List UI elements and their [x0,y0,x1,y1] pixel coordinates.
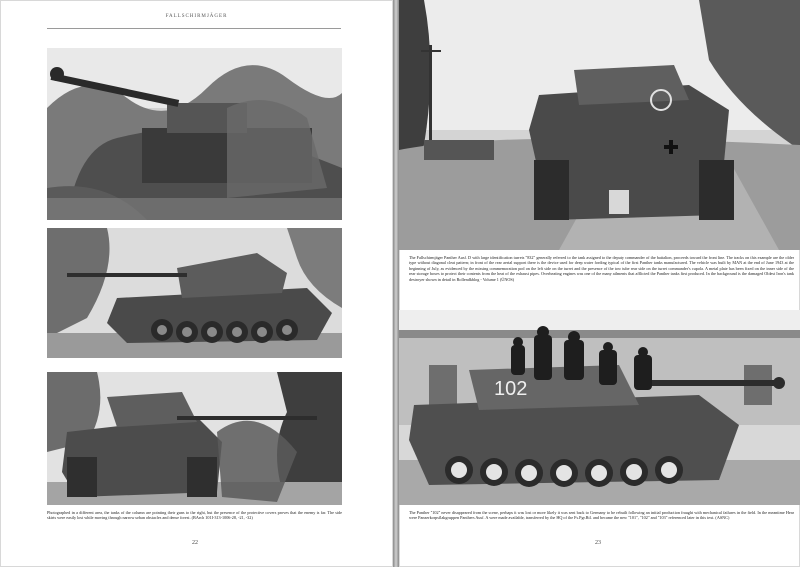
photo-right-bottom [399,310,800,505]
caption-right-bottom: The Panther "102" never disappeared from the scene, perhaps it was lost or more likely it was sent back to Germany to be rebuilt following an initial production fraught with mechanical failures in the field. In the meantime Hear were Panzerkorpsflakgruppen Panthers Ausf. A were made available, transferred by the HQ of the Fs.Pgr.Rtl. and became the new "101", "102" and "103" referenced later in this text. (ASNC) [409,510,794,521]
caption-right-top: The Fallschirmjäger Panther Ausf. D with large identification turrets "832" generally referred to the tank assigned to the deputy commander of the battalion, proceeds toward the front line. The tracks on this example are the older type without diagonal cleat pattern; in front of the rear aerial support there is the device used for deep water fording typical of the first Panther tanks manufactured. The vehicle was built by MAN at the end of June 1943 at the beginning of July, as evidenced by the missing commemoration pod on the left side on the turret and the presence of the tow tube rear side on the turret commander's cupola. A metal plate has been fixed on the inner side of the rear storage boxes to protect their contents from the heat of the exhaust pipes. Overheating engines was one of the many ailments that afflicted the Panther tanks first produced. In the background is the damaged Oldest Iron's tank destroyer shown in detail in Rollendkblog - Volume 1 (ÜNOS) [409,255,794,282]
left-page [0,0,393,567]
right-page [399,0,800,567]
page-number-left: 22 [192,540,198,546]
photo-left-bottom-image [47,372,342,505]
photo-left-top [47,48,342,220]
photo-right-top-image [399,0,800,250]
photo-left-top-image [47,48,342,220]
photo-right-top [399,0,800,250]
photo-right-bottom-image [399,310,800,505]
tank-number-marking: 102 [494,378,528,400]
photo-left-middle-image [47,228,342,358]
page-number-right: 23 [595,540,601,546]
running-head: FALLSCHIRMJÄGER [165,14,228,19]
photo-left-middle [47,228,342,358]
photo-left-bottom [47,372,342,505]
header-rule [47,28,341,29]
caption-left: Photographed in a different area, the tanks of the column are pointing their guns to the right, but the presence of the protective covers proves that the enemy is far. The side skirts were easily lost while moving through narrow urban obstacles and dense forest. (BArch 101I-313-1006-28, -21, -32) [47,510,342,521]
